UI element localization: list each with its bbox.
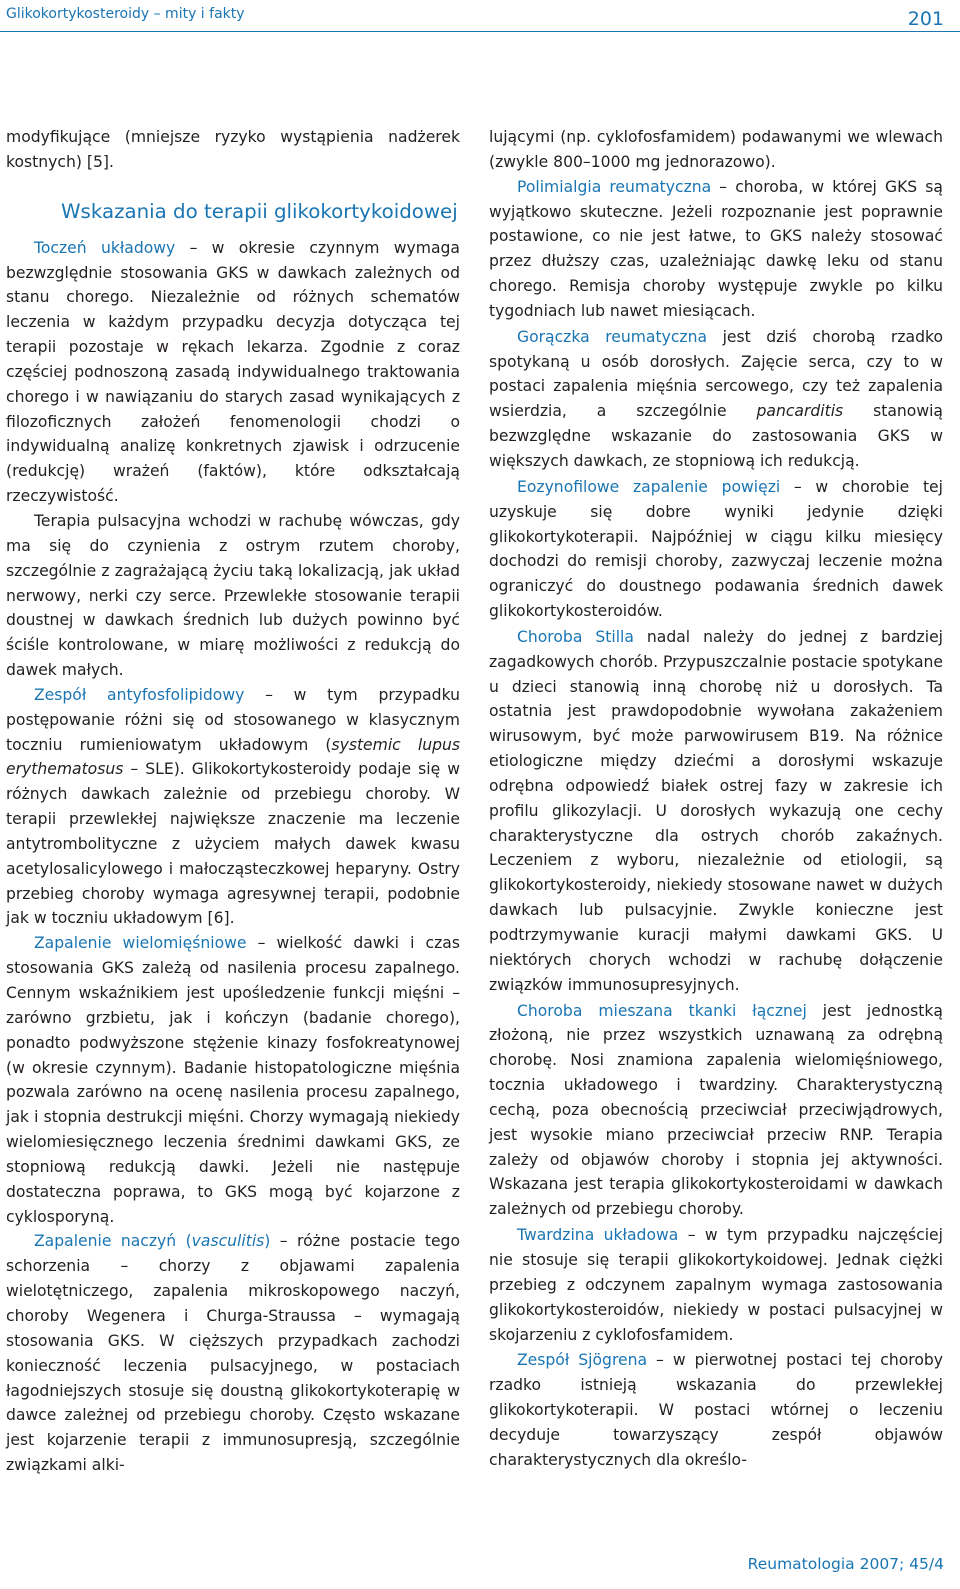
section-heading: Wskazania do terapii glikokortykoidowej [61,199,458,223]
paragraph-mctd [489,999,943,1223]
paragraph-antiphospholipid [6,683,460,931]
paragraph-pulse-therapy [6,509,460,683]
paragraph-text: stanowią bezwzględne wskazanie do zastosowania GKS w większych dawkach, ze stopniową ich redukcją. [489,402,943,470]
running-title: Glikokortykosteroidy – mity i fakty [6,6,245,22]
paragraph-text: – wielkość dawki i czas stosowania GKS zależą od nasilenia procesu zapalnego. Cennym wskaźnikiem jest upośledzenie funkcji mięśni – zarówno grzbietu, jak i kończyn (badanie chorego), ponadto podwyższone stężenie kinazy fosfokreatynowej (w okresie czynnym). Badanie histopatologiczne mięśnia pozwala zarówno na ocenę nasilenia procesu zapalnego, jak i stopnia destrukcji mięśni. Chorzy wymagają niekiedy wielomiesięcznego leczenia średnimi dawkami GKS, ze stopniową redukcją dawki. Jeżeli nie następuje dostateczna poprawa, to GKS mogą być kojarzone z cyklosporyną. [6,934,460,1226]
paragraph-italic: pancarditis [756,402,844,421]
term-antiphospholipid: Zespół antyfosfolipidowy [34,685,245,704]
term-part: ) [264,1232,271,1251]
journal-footer: Reumatologia 2007; 45/4 [747,1555,944,1573]
term-eosinophilic-fasciitis: Eozynofilowe zapalenie powięzi [517,477,781,496]
page-number: 201 [907,8,944,30]
paragraph-italic: systemic lupus erythematosus [6,735,460,779]
paragraph-still-disease [489,625,943,998]
paragraph-scleroderma [489,1223,943,1347]
paragraph-eosinophilic-fasciitis [489,475,943,624]
paragraph-text: – w tym przypadku postępowanie różni się od stosowanego w klasycznym toczniu rumieniowatym układowym ( [6,685,460,754]
left-column [6,125,460,1478]
paragraph-text: jest jednostką złożoną, nie przez wszystkich uznawaną za odrębną chorobę. Nosi znamiona zapalenia wielomięśniowego, tocznia układowego i twardziny. Charakterystyczną cechą, poza obecnością przeciwciał przeciwjądrowych, jest wysokie miano przeciwciał przeciw RNP. Terapia zależy od objawów choroby i stopnia jej aktywności. Wskazana jest terapia glikokortykosteroidami w dawkach zależnych od przebiegu choroby. [489,1001,943,1219]
paragraph-sjogren [489,1348,943,1472]
paragraph-text: – choroba, w której GKS są wyjątkowo skuteczne. Jeżeli rozpoznanie jest poprawnie postawione, co nie jest łatwe, to GKS należy stosować przez dłuższy czas, uzależniając dawkę leku od stanu chorego. Remisja choroby występuje zwykle po kilku tygodniach lub nawet miesiącach. [489,177,943,320]
term-scleroderma: Twardzina układowa [517,1226,679,1245]
term-still-disease: Choroba Stilla [517,627,634,646]
term-part: Zapalenie naczyń ( [34,1232,192,1251]
paragraph-text: jest dziś chorobą rzadko spotykaną u osób dorosłych. Zajęcie serca, czy to w postaci zapalenia mięśnia sercowego, czy też zapalenia wsierdzia, a szczególnie [489,327,943,421]
term-sjogren: Zespół Sjögrena [517,1351,648,1370]
paragraph [6,125,460,175]
paragraph-text: lującymi (np. cyklofosfamidem) podawanymi we wlewach (zwykle 800–1000 mg jednorazowo). [489,128,943,171]
right-column [489,125,943,1473]
term-rheumatic-fever: Gorączka reumatyczna [517,327,708,346]
term-polymyalgia: Polimialgia reumatyczna [517,177,712,196]
header-rule [0,31,960,32]
paragraph-text: – w tym przypadku najczęściej nie stosuje się terapii glikokortykoidowej. Jednak ciężki przebieg z odczynem zapalnym wymaga zastosowania glikokortykosteroidów, niekiedy w postaci pulsacyjnej w skojarzeniu z cyklofosfamidem. [489,1226,943,1344]
paragraph-vasculitis [6,1229,460,1477]
paragraph-text: nadal należy do jednej z bardziej zagadkowych chorób. Przypuszczalnie postacie spotykane u dzieci stanowią inną chorobę niż u dorosłych. Ta ostatnia jest prawdopodobnie wywołana zakażeniem wirusowym, być może parwowirusem B19. Na różnice etiologiczne między dziećmi a dorosłymi wskazuje odrębna odpowiedź białek ostrej fazy w zakresie ich profilu glikozylacji. U dorosłych wykazują one cechy charakterystyczne dla ostrych chorób zakaźnych. Leczeniem z wyboru, niezależnie od etiologii, są glikokortykosteroidy, niekiedy stosowane nawet w dużych dawkach lub pulsacyjnie. Zwykle konieczne jest podtrzymywanie kuracji małymi dawkami GKS. U niektórych chorych wchodzi w rachubę dołączenie związków immunosupresyjnych. [489,627,943,994]
paragraph-lupus [6,236,460,509]
paragraph-text: – w okresie czynnym wymaga bezwzględnie stosowania GKS w dawkach zależnych od stanu chorego. Niezależnie od różnych schematów leczenia w każdym przypadku decyzja dotycząca tej terapii pozostaje w rękach lekarza. Zgodnie z coraz częściej podnoszoną zasadą indywidualnego traktowania chorego i w nawiązaniu do starych zasad wynikających z filozoficznych założeń fenomenologii chodzi o indywidualną analizę konkretnych zjawisk i odrzucenie (redukcję) wrażeń (faktów), które odkształcają rzeczywistość. [6,238,460,506]
paragraph-text: – w chorobie tej uzyskuje się dobre wyniki jedynie dzięki glikokortykoterapii. Najpóźniej w ciągu kilku miesięcy dochodzi do remisji choroby, zazwyczaj leczenie można ograniczyć do doustnego podawania średnich dawek glikokortykosteroidów. [489,477,943,621]
paragraph-text: – w pierwotnej postaci tej choroby rzadko istnieją wskazania do przewlekłej glikokortykoterapii. W postaci wtórnej o leczeniu decyduje towarzyszący zespół objawów charakterystycznych dla określo- [489,1351,943,1469]
paragraph-rheumatic-fever [489,325,943,474]
paragraph-polymyalgia [489,175,943,324]
paragraph-text: modyfikujące (mniejsze ryzyko wystąpienia nadżerek kostnych) [5]. [6,128,460,171]
paragraph-text: Terapia pulsacyjna wchodzi w rachubę wówczas, gdy ma się do czynienia z ostrym rzutem choroby, szczególnie z zagrażającą życiu taką lokalizacją, jak układ nerwowy, nerki czy serce. Przewlekłe stosowanie terapii doustnej w dawkach średnich lub dużych powinno być ściśle kontrolowane, w miarę możliwości z redukcją do dawek małych. [6,511,460,680]
paragraph-polymyositis [6,931,460,1229]
term-vasculitis [34,1232,270,1250]
paragraph-text: – różne postacie tego schorzenia – chorzy z objawami zapalenia wielotętniczego, zapalenia mikroskopowego naczyń, choroby Wegenera i Churga-Straussa – wymagają stosowania GKS. W cięższych przypadkach zachodzi konieczność leczenia pulsacyjnego, w postaciach łagodniejszych stosuje się doustną glikokortykoterapię w dawce zależnej od przebiegu choroby. Często wskazane jest kojarzenie terapii z immunosupresją, szczególnie związkami alki- [6,1232,460,1475]
term-polymyositis: Zapalenie wielomięśniowe [34,934,247,953]
paragraph [489,125,943,175]
term-lupus: Toczeń układowy [34,238,176,257]
paragraph-text: – SLE). Glikokortykosteroidy podaje się w różnych dawkach zależnie od przebiegu choroby. W terapii przewlekłej największe znaczenie ma leczenie antytrombolityczne z użyciem małych dawek kwasu acetylosalicylowego i małocząsteczkowej heparyny. Ostry przebieg choroby wymaga agresywnej terapii, podobnie jak w toczniu układowym [6]. [6,760,460,928]
term-italic: vasculitis [191,1232,265,1251]
term-mctd: Choroba mieszana tkanki łącznej [517,1001,807,1020]
